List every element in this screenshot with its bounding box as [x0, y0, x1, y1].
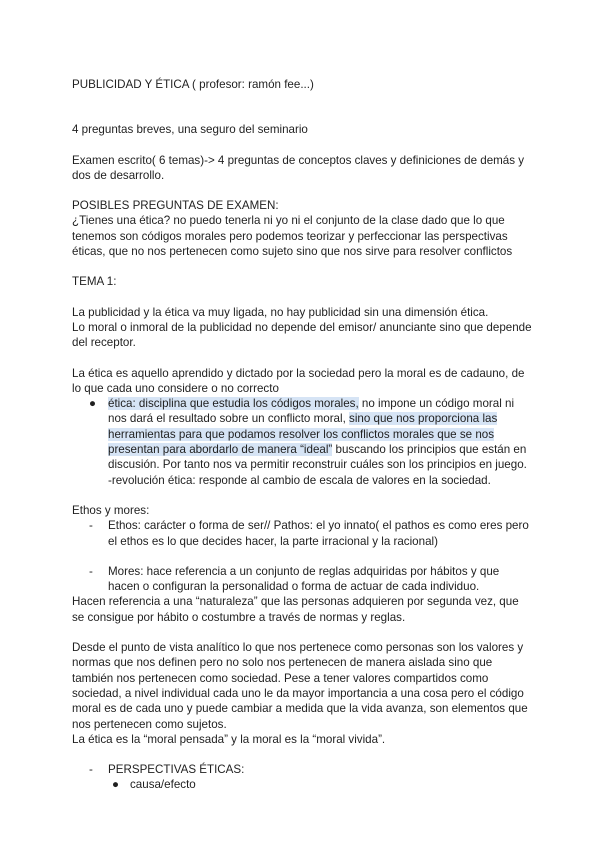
list-item-etica — [72, 396, 532, 488]
ethos-mores-heading: Ethos y mores: — [72, 503, 150, 517]
highlighted-text: sino que nos proporciona las herramientas para que podamos resolver los conflictos morales que se nos presentan para abordarlo de manera “ideal” — [108, 412, 498, 457]
mores-explanation: Hacen referencia a una “naturaleza” que las personas adquieren por segunda vez, que se consigue por hábito o costumbre a través de normas y reglas. — [72, 595, 519, 624]
possible-questions-text: ¿Tienes una ética? no puedo tenerla ni yo ni el conjunto de la clase dado que lo que tenemos son códigos morales pero podemos teorizar y perfeccionar las perspectivas éticas, que no nos pertenecen como sujeto sino que nos sirve para resolver conflictos — [72, 214, 513, 259]
intro-line: 4 preguntas breves, una seguro del seminario — [72, 123, 308, 137]
bullet-text: no impone un código moral ni nos dará el resultado sobre un conflicto moral, — [108, 397, 515, 426]
perspectivas-text: PERSPECTIVAS ÉTICAS: — [108, 763, 245, 777]
dash-marker: - — [89, 564, 93, 578]
tema1-heading: TEMA 1: — [72, 275, 117, 289]
bullet-text: buscando los principios que están en discusión. Por tanto nos va permitir reconstruir cuáles son los principios en juego. — [108, 443, 527, 472]
analytic-paragraph: Desde el punto de vista analítico lo que nos pertenece como personas son los valores y normas que nos definen pero no solo nos pertenecen de manera aislada sino que también nos pertenecen como sociedad. Pese a tener valores compartidos como sociedad, a nivel individual cada uno le da mayor importancia a una cosa pero el código moral es de cada uno y puede cambiar a medida que la vida avanza, son elementos que nos pertenecen como sujetos. — [72, 641, 528, 731]
ethos-text: Ethos: carácter o forma de ser// Pathos: el yo innato( el pathos es como eres pero el ethos es lo que decides hacer, la parte irracional y la racional) — [108, 519, 529, 548]
document-body — [72, 77, 532, 793]
causa-efecto-text: causa/efecto — [130, 778, 196, 792]
tema1-paragraph-1b: Lo moral o inmoral de la publicidad no depende del emisor/ anunciante sino que depende del receptor. — [72, 320, 532, 350]
document-title: PUBLICIDAD Y ÉTICA ( profesor: ramón fee...) — [72, 78, 314, 91]
highlighted-text: ética: disciplina que estudia los códigos morales, — [108, 397, 359, 411]
tema1-paragraph-1a: La publicidad y la ética va muy ligada, no hay publicidad sin una dimensión ética. — [72, 305, 489, 319]
tema1-paragraph-2: La ética es aquello aprendido y dictado por la sociedad pero la moral es de cadauno, de lo que cada uno considere o no correcto — [72, 366, 525, 395]
mores-text: Mores: hace referencia a un conjunto de reglas adquiridas por hábitos y que hacen o configuran la personalidad o forma de actuar de cada individuo. — [108, 564, 500, 594]
perspectivas-list — [72, 762, 532, 777]
list-item-mores — [72, 564, 532, 595]
ethos-list — [72, 518, 532, 549]
list-item-causa-efecto — [72, 777, 532, 792]
mores-list — [72, 564, 532, 595]
list-item-ethos — [72, 518, 532, 549]
revolucion-etica-text: -revolución ética: responde al cambio de escala de valores en la sociedad. — [108, 473, 491, 487]
perspectivas-sub-list — [72, 777, 532, 792]
exam-description: Examen escrito( 6 temas)-> 4 preguntas de conceptos claves y definiciones de demás y dos de desarrollo. — [72, 153, 525, 182]
etica-moral-line: La ética es la “moral pensada” y la moral es la “moral vivida”. — [72, 732, 386, 746]
dash-marker: - — [89, 519, 93, 533]
list-item-perspectivas — [72, 762, 532, 777]
possible-questions-heading: POSIBLES PREGUNTAS DE EXAMEN: — [72, 199, 279, 213]
bullet-marker: ● — [89, 397, 97, 411]
dash-marker: - — [89, 763, 93, 777]
etica-bullet-list — [72, 396, 532, 488]
bullet-marker: ● — [112, 778, 120, 792]
